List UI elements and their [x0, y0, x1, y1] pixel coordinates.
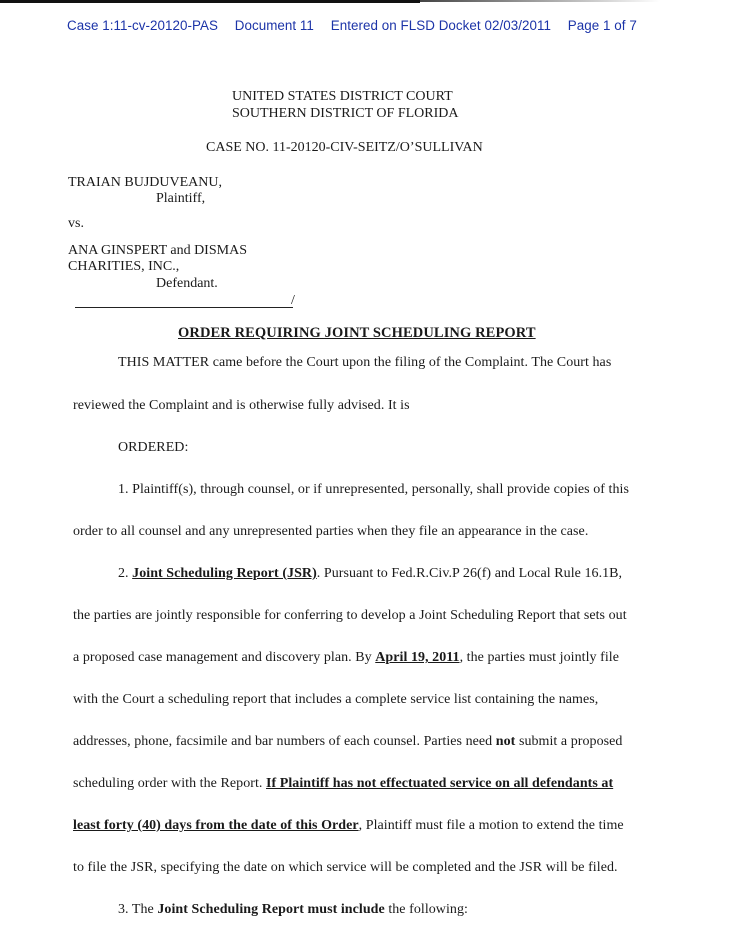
paragraph2-line7: [73, 818, 624, 834]
caption-rule: [75, 307, 293, 308]
paragraph3-number: 3. The: [118, 902, 158, 917]
jsr-must-include: Joint Scheduling Report must include: [157, 902, 385, 917]
header-entered-date: Entered on FLSD Docket 02/03/2011: [330, 18, 551, 33]
plaintiff-name: TRAIAN BUJDUVEANU,: [68, 175, 222, 190]
docket-header: [67, 18, 637, 33]
intro-line1: THIS MATTER came before the Court upon the filing of the Complaint. The Court has: [118, 355, 612, 370]
court-name-line1: UNITED STATES DISTRICT COURT: [232, 89, 453, 104]
paragraph2-number: 2.: [118, 566, 133, 581]
jsr-heading: Joint Scheduling Report (JSR): [132, 566, 317, 581]
emphasis-not: not: [495, 734, 516, 749]
header-case-number: Case 1:11-cv-20120-PAS: [67, 18, 218, 33]
ordered-label: ORDERED:: [118, 440, 189, 455]
order-title: ORDER REQUIRING JOINT SCHEDULING REPORT: [178, 325, 536, 341]
caption-slash: /: [291, 293, 295, 308]
case-number: CASE NO. 11-20120-CIV-SEITZ/O’SULLIVAN: [206, 140, 483, 155]
defendant-role: Defendant.: [156, 276, 218, 291]
paragraph2-line6: [73, 776, 613, 792]
paragraph1-line2: order to all counsel and any unrepresented parties when they file an appearance in the case.: [73, 524, 589, 539]
paragraph2-line3: [73, 650, 619, 666]
paragraph2-line3-end: , the parties must jointly file: [459, 650, 619, 665]
paragraph2-line1-rest: . Pursuant to Fed.R.Civ.P 26(f) and Local Rule 16.1B,: [316, 566, 623, 581]
paragraph2-line7-end: , Plaintiff must file a motion to extend the time: [358, 818, 624, 833]
paragraph3-rest: the following:: [384, 902, 468, 917]
paragraph2-line1: [118, 566, 622, 582]
service-warning-part1: If Plaintiff has not effectuated service on all defendants at: [266, 776, 614, 791]
header-page-count: Page 1 of 7: [567, 18, 637, 33]
intro-line2: reviewed the Complaint and is otherwise fully advised. It is: [73, 398, 410, 413]
versus-label: vs.: [68, 216, 84, 231]
paragraph2-line5-start: addresses, phone, facsimile and bar numbers of each counsel. Parties need: [73, 734, 496, 749]
paragraph1-line1: 1. Plaintiff(s), through counsel, or if unrepresented, personally, shall provide copies of this: [118, 482, 629, 497]
defendant-name-line1: ANA GINSPERT and DISMAS: [68, 243, 247, 258]
plaintiff-role: Plaintiff,: [156, 191, 206, 206]
paragraph2-line3-start: a proposed case management and discovery plan. By: [73, 650, 376, 665]
paragraph2-line8: to file the JSR, specifying the date on which service will be completed and the JSR will be filed.: [73, 860, 618, 875]
paragraph3-line1: [118, 902, 468, 918]
defendant-name-line2: CHARITIES, INC.,: [68, 259, 180, 274]
top-border-line: [0, 0, 420, 3]
paragraph2-line6-start: scheduling order with the Report.: [73, 776, 266, 791]
court-name-line2: SOUTHERN DISTRICT OF FLORIDA: [232, 106, 459, 121]
header-document-number: Document 11: [234, 18, 314, 33]
paragraph2-line5-end: submit a proposed: [515, 734, 623, 749]
top-border-fade: [420, 0, 660, 2]
service-warning-part2: least forty (40) days from the date of this Order: [73, 818, 359, 833]
paragraph2-line5: [73, 734, 622, 750]
paragraph2-line4: with the Court a scheduling report that includes a complete service list containing the names,: [73, 692, 599, 707]
paragraph2-line2: the parties are jointly responsible for conferring to develop a Joint Scheduling Report that sets out: [73, 608, 627, 623]
deadline-date: April 19, 2011: [375, 650, 460, 665]
